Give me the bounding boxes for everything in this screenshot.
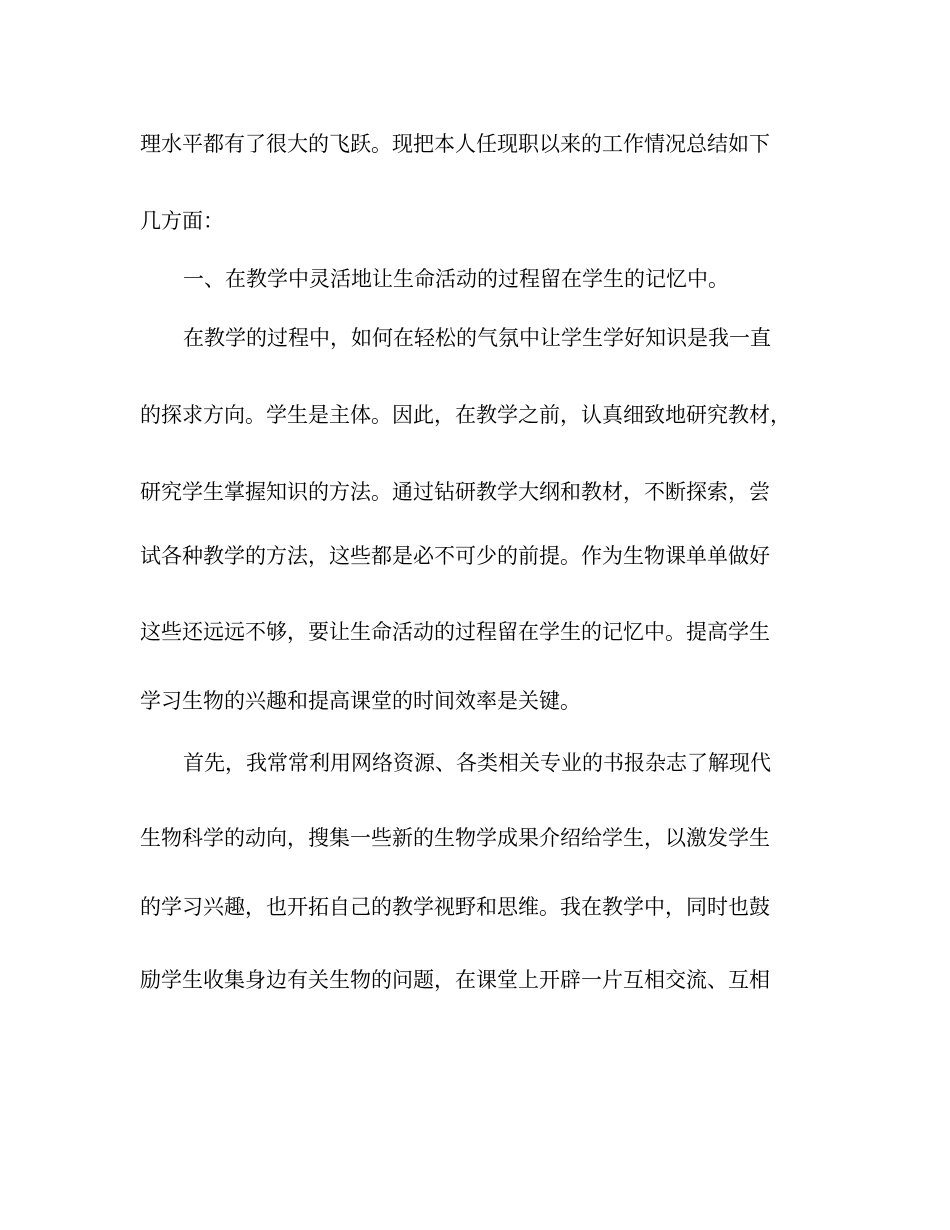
paragraph-line: 在教学的过程中，如何在轻松的气氛中让学生学好知识是我一直	[183, 326, 771, 350]
text-line: 几方面：	[140, 209, 224, 233]
text-line: 理水平都有了很大的飞跃。现把本人任现职以来的工作情况总结如下	[140, 132, 770, 156]
paragraph-line: 的学习兴趣，也开拓自己的教学视野和思维。我在教学中，同时也鼓	[140, 895, 770, 919]
section-heading: 一、在教学中灵活地让生命活动的过程留在学生的记忆中。	[183, 267, 729, 291]
paragraph-line: 研究学生掌握知识的方法。通过钻研教学大纲和教材，不断探索，尝	[140, 480, 770, 504]
paragraph-line: 学习生物的兴趣和提高课堂的时间效率是关键。	[140, 689, 581, 713]
paragraph-line: 生物科学的动向，搜集一些新的生物学成果介绍给学生，以激发学生	[140, 826, 770, 850]
paragraph-line: 的探求方向。学生是主体。因此，在教学之前，认真细致地研究教材，	[140, 403, 791, 427]
paragraph-line: 试各种教学的方法，这些都是必不可少的前提。作为生物课单单做好	[140, 544, 770, 568]
paragraph-line: 首先，我常常利用网络资源、各类相关专业的书报杂志了解现代	[183, 751, 771, 775]
paragraph-line: 这些还远远不够，要让生命活动的过程留在学生的记忆中。提高学生	[140, 620, 770, 644]
paragraph-line: 励学生收集身边有关生物的问题，在课堂上开辟一片互相交流、互相	[140, 968, 770, 992]
